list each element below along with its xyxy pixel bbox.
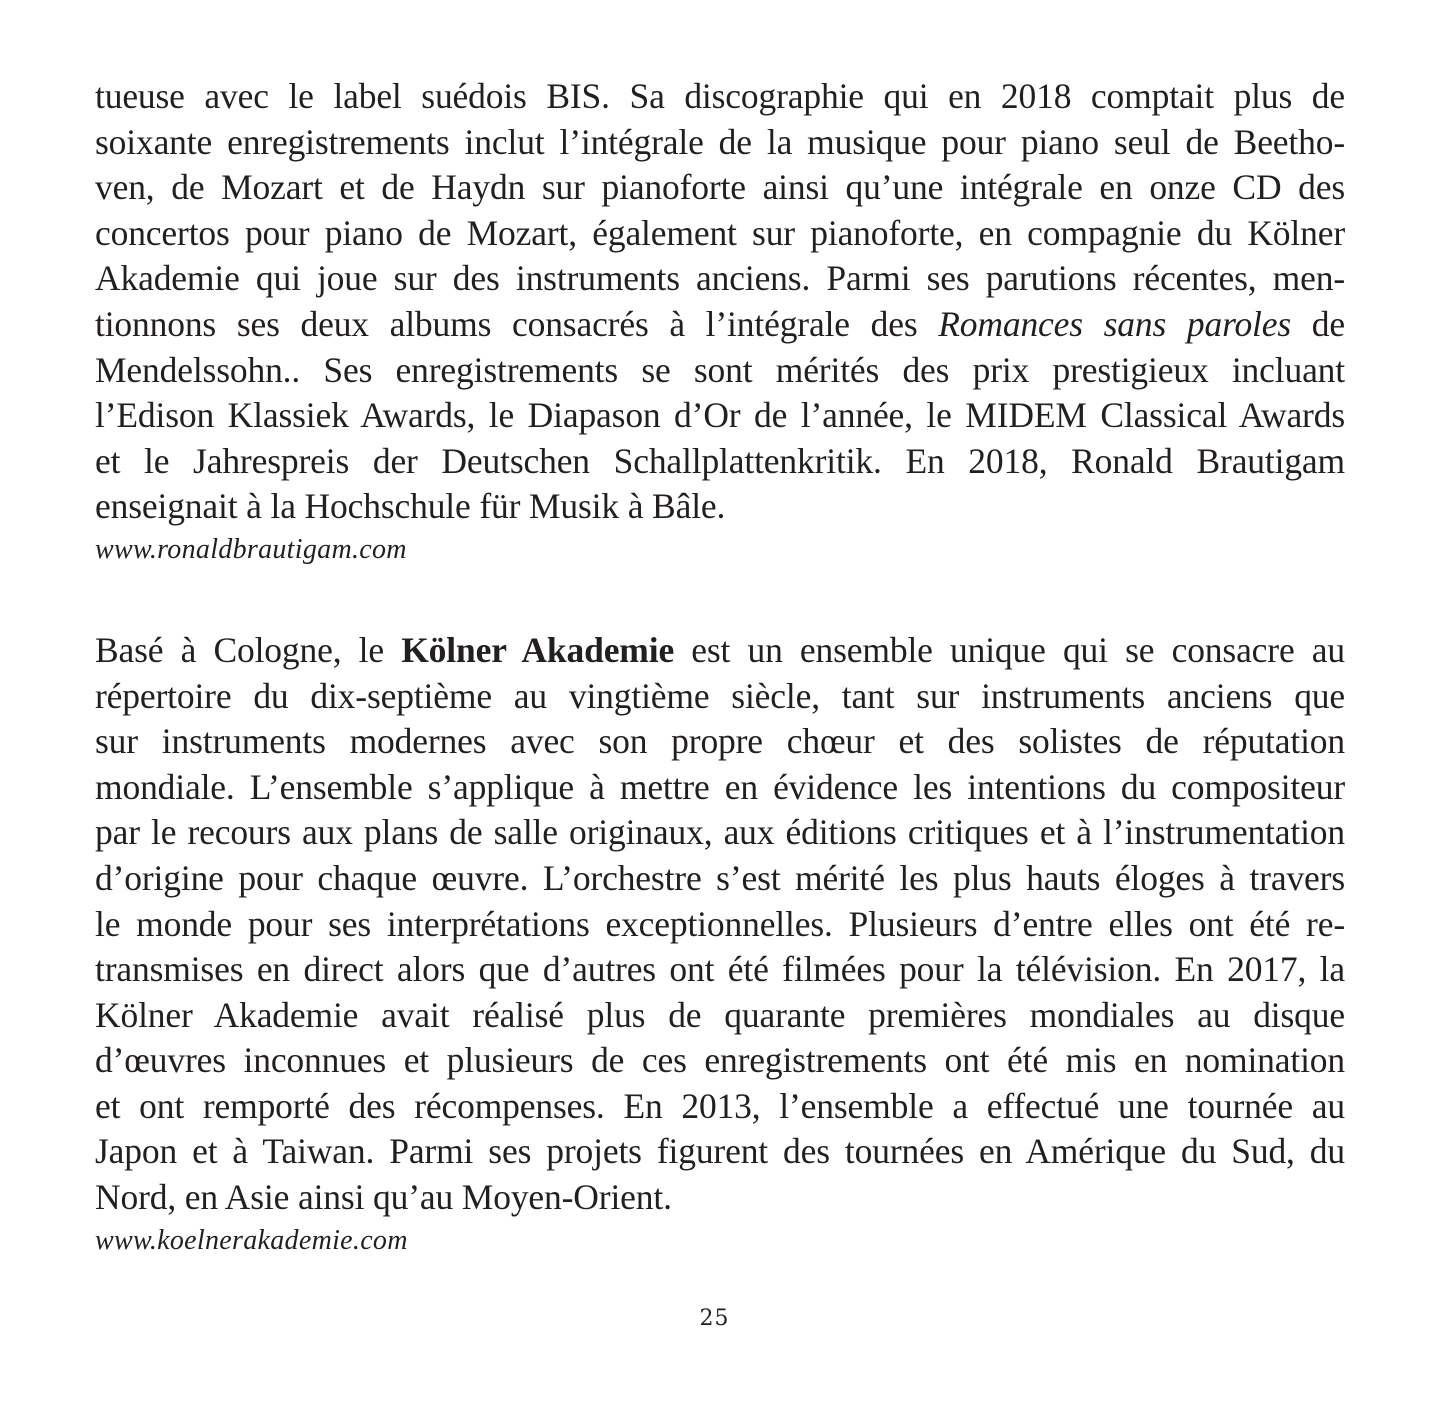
text-line: d’œuvres inconnues et plusieurs de ces enregistrements ont été mis en nomination [95, 1040, 1345, 1081]
text-line: Akademie qui joue sur des instruments anciens. Parmi ses parutions récentes, men- [95, 258, 1345, 299]
text-line: par le recours aux plans de salle originaux, aux éditions critiques et à l’instrumentation [95, 812, 1345, 853]
text-run: de [1291, 303, 1345, 344]
page-body [95, 74, 1345, 1261]
website-link-brautigam[interactable]: www.ronaldbrautigam.com [95, 533, 407, 565]
text-run: est un ensemble unique qui se consacre au [674, 629, 1345, 670]
text-line: concertos pour piano de Mozart, également sur pianoforte, en compagnie du Kölner [95, 212, 1345, 253]
text-line: ven, de Mozart et de Haydn sur pianoforte ainsi qu’une intégrale en onze CD des [95, 167, 1345, 208]
text-line: et ont remporté des récompenses. En 2013, l’ensemble a effectué une tournée au [95, 1085, 1345, 1126]
text-line: le monde pour ses interprétations exceptionnelles. Plusieurs d’entre elles ont été re- [95, 903, 1345, 944]
text-line: transmises en direct alors que d’autres ont été filmées pour la télévision. En 2017, la [95, 949, 1345, 990]
text-line: et le Jahrespreis der Deutschen Schallplattenkritik. En 2018, Ronald Brautigam [95, 440, 1345, 481]
ensemble-name: Kölner Akademie [401, 629, 675, 670]
text-line: Kölner Akademie avait réalisé plus de quarante premières mondiales au disque [95, 994, 1345, 1035]
text-line: d’origine pour chaque œuvre. L’orchestre s’est mérité les plus hauts éloges à travers [95, 857, 1345, 898]
paragraph-brautigam [95, 74, 1345, 570]
text-line: sur instruments modernes avec son propre chœur et des solistes de réputation [95, 721, 1345, 762]
text-line: répertoire du dix-septième au vingtième siècle, tant sur instruments anciens que [95, 675, 1345, 716]
text-line: l’Edison Klassiek Awards, le Diapason d’Or de l’année, le MIDEM Classical Awards [95, 395, 1345, 436]
text-line: Nord, en Asie ainsi qu’au Moyen-Orient. [95, 1177, 672, 1218]
text-line: mondiale. L’ensemble s’applique à mettre en évidence les intentions du compositeur [95, 766, 1345, 807]
text-line: enseignait à la Hochschule für Musik à Bâle. [95, 486, 726, 527]
text-line: tueuse avec le label suédois BIS. Sa discographie qui en 2018 comptait plus de [95, 76, 1345, 116]
text-line [95, 628, 1345, 674]
text-line: Japon et à Taiwan. Parmi ses projets figurent des tournées en Amérique du Sud, du [95, 1131, 1345, 1172]
text-line [95, 302, 1345, 348]
paragraph-koelner-akademie [95, 628, 1345, 1261]
text-run: tionnons ses deux albums consacrés à l’intégrale des [95, 303, 939, 344]
paragraph-spacer [95, 570, 1345, 628]
text-line: soixante enregistrements inclut l’intégrale de la musique pour piano seul de Beetho- [95, 121, 1345, 162]
website-link-koelnerakademie[interactable]: www.koelnerakademie.com [95, 1224, 408, 1256]
page-number: 25 [699, 1306, 730, 1331]
album-title: Romances sans paroles [938, 303, 1292, 344]
text-line: Mendelssohn.. Ses enregistrements se sont mérités des prix prestigieux incluant [95, 349, 1345, 390]
text-run: Basé à Cologne, le [95, 629, 402, 670]
